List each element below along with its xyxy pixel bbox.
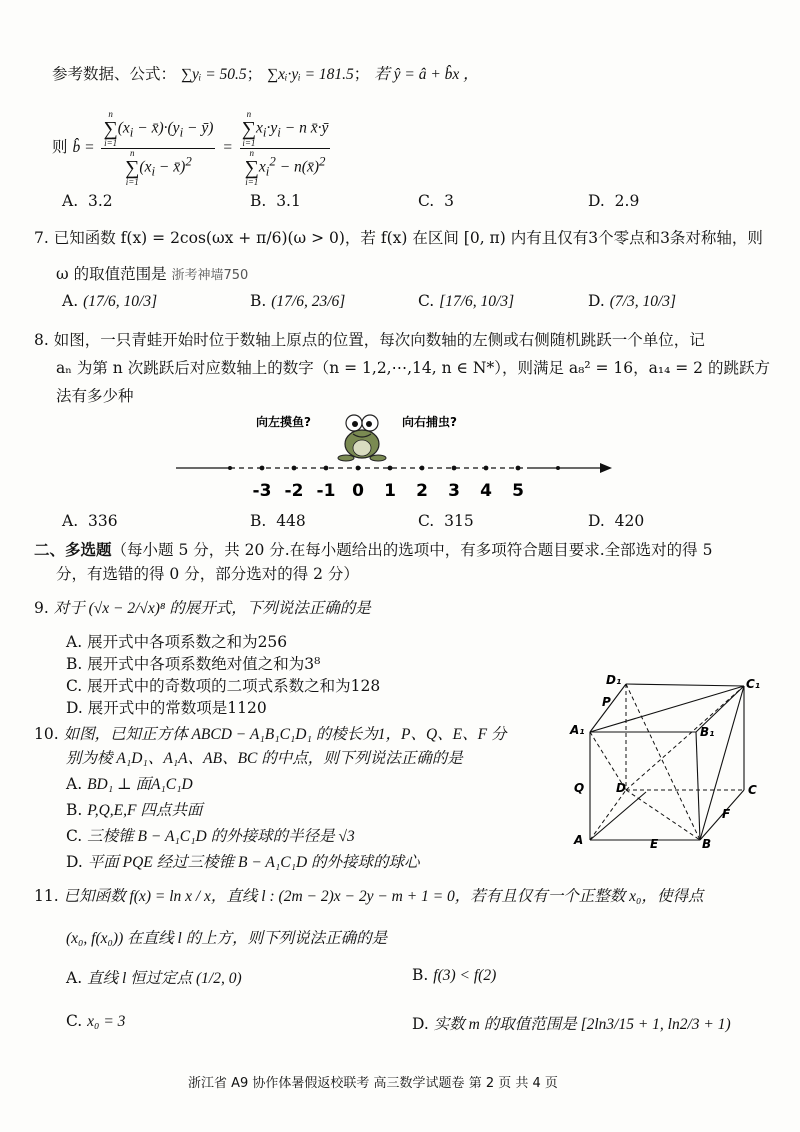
q7-option-c[interactable]: C. [17/6, 10/3]	[418, 292, 515, 310]
number-line-dot	[556, 466, 560, 470]
q7-stem-line2: ω 的取值范围是 浙考神墙750	[56, 265, 249, 283]
cube-vertex-label: E	[650, 837, 659, 851]
q10-stem-line1: 10. 如图，已知正方体 ABCD − A₁B₁C₁D₁ 的棱长为1，P、Q、E、F 分	[34, 725, 507, 743]
q10-option-b[interactable]: B. P,Q,E,F 四点共面	[66, 801, 203, 819]
q10-stem-line2: 别为棱 A₁D₁、A₁A、AB、BC 的中点，则下列说法正确的是	[66, 750, 463, 767]
q6-option-b[interactable]: B. 3.1	[250, 192, 301, 210]
section2-header	[34, 538, 712, 560]
number-line-tick	[420, 466, 425, 471]
q7-option-a[interactable]: A. (17/6, 10/3]	[62, 292, 158, 310]
cube-figure	[566, 672, 776, 854]
number-line-tick	[452, 466, 457, 471]
cube-vertex-label: B	[702, 837, 712, 851]
q9-stem: 9. 对于 (√x − 2/√x)⁸ 的展开式，下列说法正确的是	[34, 599, 371, 617]
cube-vertex-label: B₁	[700, 725, 715, 739]
number-line-tick	[260, 466, 265, 471]
reference-data-line: 参考数据、公式： ∑yᵢ = 50.5； ∑xᵢ·yᵢ = 181.5； 若 ŷ = â + b̂x ，	[52, 65, 479, 83]
q8-option-a[interactable]: A. 336	[62, 512, 118, 530]
q8-option-b[interactable]: B. 448	[250, 512, 306, 530]
q9-option-d[interactable]: D. 展开式中的常数项是1120	[66, 699, 267, 717]
cube-vertex-label: P	[602, 695, 611, 709]
q9-option-b[interactable]: B. 展开式中各项系数绝对值之和为3⁸	[66, 655, 321, 673]
sum-y-formula: ∑yᵢ = 50.5	[180, 66, 247, 83]
q11-option-d[interactable]: D. 实数 m 的取值范围是 [2ln3/15 + 1, ln2/3 + 1)	[412, 1015, 731, 1033]
reference-label: 参考数据、公式：	[52, 65, 177, 83]
bubble-right-text: 向右捕虫?	[402, 415, 457, 429]
number-line-label: 5	[512, 481, 524, 501]
cube-vertex-label: F	[722, 807, 731, 821]
number-line-tick	[388, 466, 393, 471]
section2-title: 二、多选题	[34, 540, 112, 559]
number-line-label: 4	[480, 481, 492, 501]
q7-stem-line1: 7. 已知函数 f(x) = 2cos(ωx + π/6)(ω > 0)，若 f(x) 在区间 [0, π) 内有且仅有3个零点和3条对称轴，则	[34, 229, 763, 247]
cube-vertex-label: Q	[574, 781, 585, 795]
slope-fraction-1: n ∑ i=1 ($x_i$ − $x̄)\cdot(y_i$ − ȳ) n ∑ i=1 ($x_i$ − x̄)$^2$	[103, 108, 214, 187]
q10-option-a[interactable]: A. BD₁ ⊥ 面A₁C₁D	[66, 775, 193, 793]
section2-desc1: （每小题 5 分，共 20 分.在每小题给出的选项中，有多项符合题目要求.全部选对的得 5	[111, 541, 713, 559]
cube-vertex-label: A	[574, 833, 584, 847]
cube-vertex-label: C₁	[746, 677, 761, 691]
q11-option-b[interactable]: B. f(3) < f(2)	[412, 966, 497, 984]
q6-option-a[interactable]: A. 3.2	[62, 192, 113, 210]
q9-option-a[interactable]: A. 展开式中各项系数之和为256	[66, 633, 288, 651]
number-line-label: 1	[384, 481, 396, 501]
then-label: 则	[52, 138, 68, 156]
cube-vertex-label: A₁	[570, 723, 585, 737]
number-line-tick	[356, 466, 361, 471]
slope-formula: 则 b̂ = n ∑ i=1 ($x_i$ − $x̄)\cdot(y_i$ − ȳ) n ∑ i=1 ($x_i$ − x̄)$^2$ = n ∑ i=1 $x_i\cdot y_i - n$ x̄·ȳ n ∑ i=1 $x_i^2$ − n(x̄)$^2$	[52, 108, 329, 187]
q8-option-c[interactable]: C. 315	[418, 512, 474, 530]
q10-option-d[interactable]: D. 平面 PQE 经过三棱锥 B − A₁C₁D 的外接球的球心	[66, 853, 420, 871]
q10-option-c[interactable]: C. 三棱锥 B − A₁C₁D 的外接球的半径是 √3	[66, 827, 355, 845]
cube-vertex-label: D₁	[606, 673, 622, 687]
frog-icon	[338, 415, 386, 461]
q8-stem-line3: 法有多少种	[56, 387, 134, 405]
number-line-dot	[228, 466, 232, 470]
q11-stem-line1: 11. 已知函数 f(x) = ln x / x，直线 l : (2m − 2)x − 2y − m + 1 = 0，若有且仅有一个正整数 x₀，使得点	[34, 887, 704, 905]
q11-option-c[interactable]: C. x₀ = 3	[66, 1012, 126, 1030]
q11-stem-line2: (x₀, f(x₀)) 在直线 l 的上方，则下列说法正确的是	[66, 930, 388, 947]
q6-option-d[interactable]: D. 2.9	[588, 192, 640, 210]
number-line-label: -2	[284, 481, 304, 501]
number-line-label: -3	[252, 481, 272, 501]
number-line-figure	[170, 400, 620, 510]
number-line-label: 2	[416, 481, 428, 501]
q8-option-d[interactable]: D. 420	[588, 512, 645, 530]
sum-xy-formula: ∑xᵢ·yᵢ = 181.5	[267, 66, 354, 83]
q6-option-c[interactable]: C. 3	[418, 192, 454, 210]
section2-desc2: 分，有选错的得 0 分，部分选对的得 2 分）	[56, 565, 359, 583]
cube-vertex-label: C	[748, 783, 757, 797]
watermark: 浙考神墙750	[171, 268, 249, 283]
page-footer: 浙江省 A9 协作体暑假返校联考 高三数学试题卷 第 2 页 共 4 页	[188, 1076, 558, 1091]
q8-stem-line2: aₙ 为第 n 次跳跃后对应数轴上的数字（n = 1,2,⋯,14, n ∈ N*），则满足 a₈² = 16，a₁₄ = 2 的跳跃方	[56, 359, 770, 377]
number-line-tick	[324, 466, 329, 471]
number-line-label: 0	[352, 481, 364, 501]
q11-option-a[interactable]: A. 直线 l 恒过定点 (1/2, 0)	[66, 969, 242, 987]
q8-stem-line1: 8. 如图，一只青蛙开始时位于数轴上原点的位置，每次向数轴的左侧或右侧随机跳跃一个单位，记	[34, 331, 705, 349]
slope-fraction-2: n ∑ i=1 $x_i\cdot y_i - n$ x̄·ȳ n ∑ i=1 $x_i^2$ − n(x̄)$^2$	[241, 108, 329, 187]
q9-option-c[interactable]: C. 展开式中的奇数项的二项式系数之和为128	[66, 677, 381, 695]
number-line-tick	[484, 466, 489, 471]
number-line-label: 3	[448, 481, 460, 501]
number-line-tick	[516, 466, 521, 471]
number-line-label: -1	[316, 481, 336, 501]
bubble-left-text: 向左摸鱼?	[256, 415, 311, 429]
q7-option-b[interactable]: B. (17/6, 23/6]	[250, 292, 346, 310]
regression-formula: 若 ŷ = â + b̂x ，	[374, 66, 479, 83]
q7-option-d[interactable]: D. (7/3, 10/3]	[588, 292, 677, 310]
number-line-tick	[292, 466, 297, 471]
cube-vertex-label: D	[616, 781, 626, 795]
